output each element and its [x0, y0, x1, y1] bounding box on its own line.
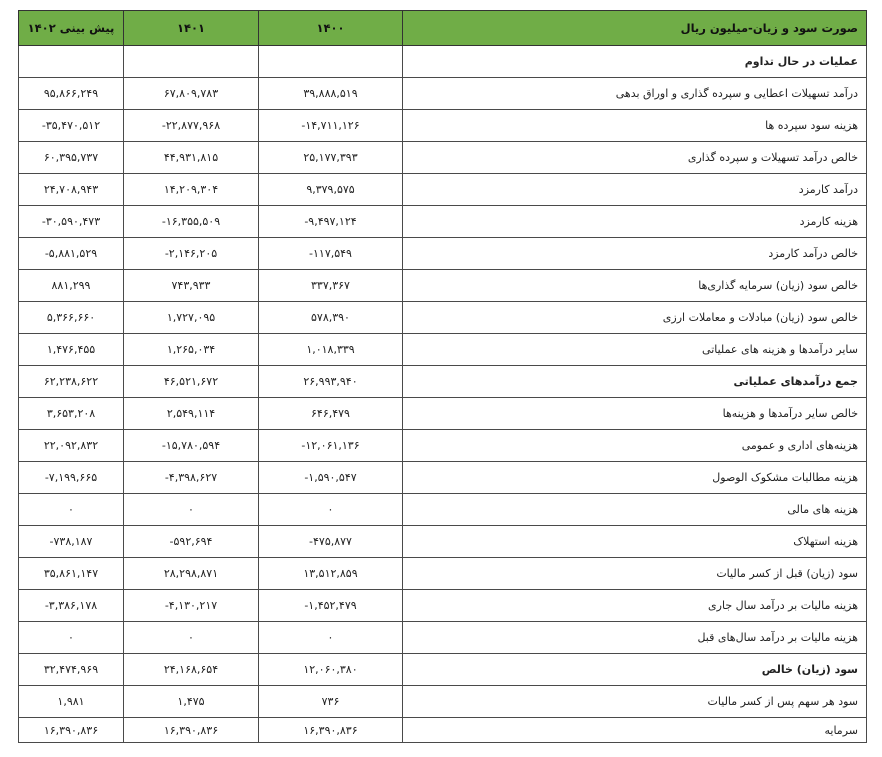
value-1400: ۹,۳۷۹,۵۷۵: [259, 174, 403, 206]
value-1401: -۲,۱۴۶,۲۰۵: [124, 238, 259, 270]
table-row: [19, 206, 867, 238]
row-label: جمع درآمدهای عملیاتی: [403, 366, 867, 398]
value-1401: ۷۴۳,۹۳۳: [124, 270, 259, 302]
table-row: [19, 334, 867, 366]
value-1402: ۲۴,۷۰۸,۹۴۳: [19, 174, 124, 206]
value-1402: ۳۲,۴۷۴,۹۶۹: [19, 654, 124, 686]
table-row: [19, 270, 867, 302]
row-label: هزینه‌های اداری و عمومی: [403, 430, 867, 462]
value-1401: -۱۶,۳۵۵,۵۰۹: [124, 206, 259, 238]
table-row: [19, 526, 867, 558]
header-row: [19, 11, 867, 46]
value-1401: ۴۴,۹۳۱,۸۱۵: [124, 142, 259, 174]
table-row: [19, 430, 867, 462]
header-1400: ۱۴۰۰: [259, 11, 403, 46]
value-1400: -۱۱۷,۵۴۹: [259, 238, 403, 270]
value-1401: ۴۶,۵۲۱,۶۷۲: [124, 366, 259, 398]
row-label: هزینه های مالی: [403, 494, 867, 526]
table-row: [19, 142, 867, 174]
value-1401: ۲۴,۱۶۸,۶۵۴: [124, 654, 259, 686]
value-1400: ۲۵,۱۷۷,۳۹۳: [259, 142, 403, 174]
header-forecast-1402: پیش بینی ۱۴۰۲: [19, 11, 124, 46]
value-1401: ۰: [124, 494, 259, 526]
value-1402: -۷۳۸,۱۸۷: [19, 526, 124, 558]
row-label: سود هر سهم پس از کسر مالیات: [403, 686, 867, 718]
value-1402: ۳,۶۵۳,۲۰۸: [19, 398, 124, 430]
row-label: هزینه سود سپرده ها: [403, 110, 867, 142]
value-1401: ۱,۴۷۵: [124, 686, 259, 718]
row-label: هزینه کارمزد: [403, 206, 867, 238]
header-title: صورت سود و زیان-میلیون ریال: [403, 11, 867, 46]
value-1401: ۲,۵۴۹,۱۱۴: [124, 398, 259, 430]
value-1402: ۱۶,۳۹۰,۸۳۶: [19, 718, 124, 743]
table-row: [19, 78, 867, 110]
value-1401: ۶۷,۸۰۹,۷۸۳: [124, 78, 259, 110]
row-label: هزینه مطالبات مشکوک الوصول: [403, 462, 867, 494]
row-label: خالص سود (زیان) مبادلات و معاملات ارزی: [403, 302, 867, 334]
row-label: سایر درآمدها و هزینه های عملیاتی: [403, 334, 867, 366]
value-1401: ۱,۲۶۵,۰۳۴: [124, 334, 259, 366]
table-row: [19, 302, 867, 334]
value-1400: ۱۶,۳۹۰,۸۳۶: [259, 718, 403, 743]
value-1402: ۸۸۱,۲۹۹: [19, 270, 124, 302]
row-label: درآمد تسهیلات اعطایی و سپرده گذاری و اوراق بدهی: [403, 78, 867, 110]
table-row: [19, 46, 867, 78]
value-1400: ۰: [259, 622, 403, 654]
income-statement-table: [18, 10, 867, 743]
value-1401: -۲۲,۸۷۷,۹۶۸: [124, 110, 259, 142]
row-label: هزینه مالیات بر درآمد سال جاری: [403, 590, 867, 622]
table-row: [19, 718, 867, 743]
row-label: درآمد کارمزد: [403, 174, 867, 206]
value-1400: ۰: [259, 494, 403, 526]
value-1401: ۱۶,۳۹۰,۸۳۶: [124, 718, 259, 743]
value-1401: [124, 46, 259, 78]
table-row: [19, 654, 867, 686]
value-1402: ۱,۹۸۱: [19, 686, 124, 718]
row-label: هزینه استهلاک: [403, 526, 867, 558]
value-1402: -۳۵,۴۷۰,۵۱۲: [19, 110, 124, 142]
row-label: خالص درآمد تسهیلات و سپرده گذاری: [403, 142, 867, 174]
row-label: عملیات در حال تداوم: [403, 46, 867, 78]
value-1400: -۱,۴۵۲,۴۷۹: [259, 590, 403, 622]
value-1402: ۱,۴۷۶,۴۵۵: [19, 334, 124, 366]
row-label: خالص درآمد کارمزد: [403, 238, 867, 270]
value-1400: ۵۷۸,۳۹۰: [259, 302, 403, 334]
value-1401: -۱۵,۷۸۰,۵۹۴: [124, 430, 259, 462]
value-1400: -۴۷۵,۸۷۷: [259, 526, 403, 558]
value-1402: ۲۲,۰۹۲,۸۳۲: [19, 430, 124, 462]
table-row: [19, 494, 867, 526]
table-row: [19, 462, 867, 494]
value-1401: -۴,۱۳۰,۲۱۷: [124, 590, 259, 622]
value-1402: ۳۵,۸۶۱,۱۴۷: [19, 558, 124, 590]
table-row: [19, 622, 867, 654]
value-1400: -۱۲,۰۶۱,۱۳۶: [259, 430, 403, 462]
value-1400: ۱۲,۰۶۰,۳۸۰: [259, 654, 403, 686]
table-row: [19, 238, 867, 270]
value-1402: ۶۰,۳۹۵,۷۳۷: [19, 142, 124, 174]
value-1402: ۵,۳۶۶,۶۶۰: [19, 302, 124, 334]
table-row: [19, 558, 867, 590]
value-1402: ۰: [19, 622, 124, 654]
header-1401: ۱۴۰۱: [124, 11, 259, 46]
table-row: [19, 590, 867, 622]
value-1400: ۳۹,۸۸۸,۵۱۹: [259, 78, 403, 110]
row-label: خالص سایر درآمدها و هزینه‌ها: [403, 398, 867, 430]
value-1400: ۱,۰۱۸,۳۳۹: [259, 334, 403, 366]
value-1400: ۲۶,۹۹۳,۹۴۰: [259, 366, 403, 398]
row-label: هزینه مالیات بر درآمد سال‌های قبل: [403, 622, 867, 654]
value-1400: ۳۳۷,۳۶۷: [259, 270, 403, 302]
table-row: [19, 366, 867, 398]
value-1400: -۱,۵۹۰,۵۴۷: [259, 462, 403, 494]
value-1400: ۶۴۶,۴۷۹: [259, 398, 403, 430]
value-1400: [259, 46, 403, 78]
value-1402: ۰: [19, 494, 124, 526]
value-1402: ۶۲,۲۳۸,۶۲۲: [19, 366, 124, 398]
value-1402: [19, 46, 124, 78]
table-row: [19, 174, 867, 206]
row-label: سرمایه: [403, 718, 867, 743]
table-row: [19, 686, 867, 718]
value-1402: -۳۰,۵۹۰,۴۷۳: [19, 206, 124, 238]
value-1401: ۱۴,۲۰۹,۳۰۴: [124, 174, 259, 206]
value-1401: -۵۹۲,۶۹۴: [124, 526, 259, 558]
value-1400: -۱۴,۷۱۱,۱۲۶: [259, 110, 403, 142]
row-label: سود (زیان) خالص: [403, 654, 867, 686]
row-label: سود (زیان) قبل از کسر مالیات: [403, 558, 867, 590]
value-1402: -۷,۱۹۹,۶۶۵: [19, 462, 124, 494]
value-1401: -۴,۳۹۸,۶۲۷: [124, 462, 259, 494]
value-1400: -۹,۴۹۷,۱۲۴: [259, 206, 403, 238]
value-1401: ۱,۷۲۷,۰۹۵: [124, 302, 259, 334]
table-row: [19, 110, 867, 142]
value-1402: -۳,۳۸۶,۱۷۸: [19, 590, 124, 622]
value-1402: -۵,۸۸۱,۵۲۹: [19, 238, 124, 270]
value-1400: ۱۳,۵۱۲,۸۵۹: [259, 558, 403, 590]
value-1400: ۷۳۶: [259, 686, 403, 718]
table-row: [19, 398, 867, 430]
value-1401: ۰: [124, 622, 259, 654]
row-label: خالص سود (زیان) سرمایه گذاری‌ها: [403, 270, 867, 302]
table-body: [19, 46, 867, 743]
value-1401: ۲۸,۲۹۸,۸۷۱: [124, 558, 259, 590]
value-1402: ۹۵,۸۶۶,۲۴۹: [19, 78, 124, 110]
